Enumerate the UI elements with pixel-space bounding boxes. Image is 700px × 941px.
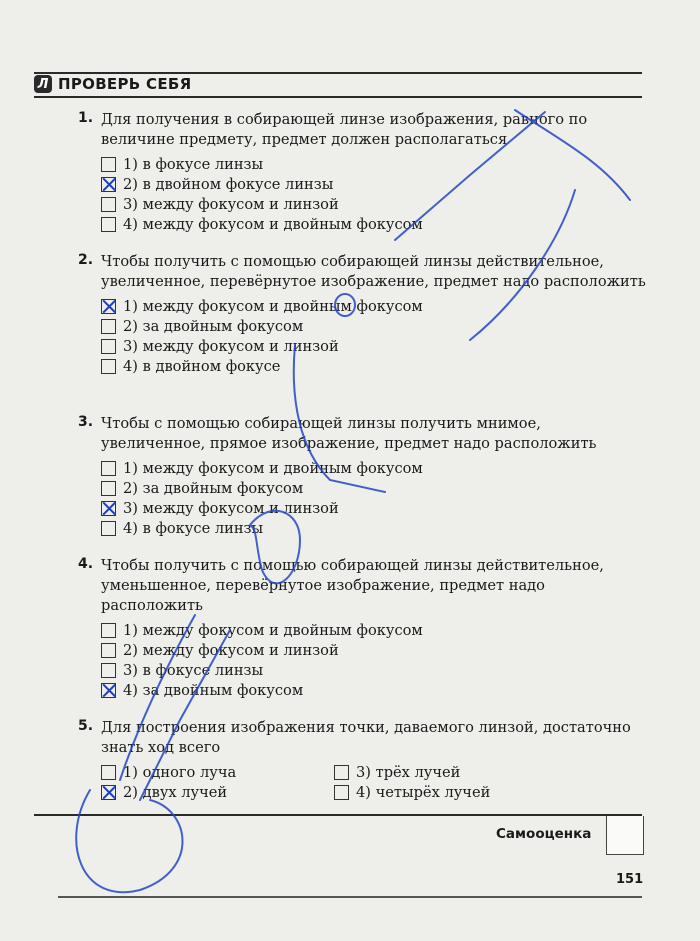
checkbox[interactable] <box>101 765 116 780</box>
option[interactable]: 4) в фокусе линзы <box>101 518 648 538</box>
question-3 <box>78 414 648 538</box>
checkbox[interactable] <box>101 299 116 314</box>
checkbox[interactable] <box>101 177 116 192</box>
checkbox[interactable] <box>101 217 116 232</box>
option[interactable]: 2) за двойным фокусом <box>101 478 648 498</box>
checkbox[interactable] <box>101 339 116 354</box>
checkbox[interactable] <box>101 501 116 516</box>
section-icon: Л <box>34 75 52 93</box>
checkbox[interactable] <box>101 319 116 334</box>
question-text: 3. Чтобы с помощью собирающей линзы получить мнимое, увеличенное, прямое изображение, предмет надо расположить <box>78 414 597 452</box>
question-1 <box>78 110 648 234</box>
option[interactable]: 4) в двойном фокусе <box>101 356 648 376</box>
self-assessment-rule <box>34 814 642 816</box>
checkbox[interactable] <box>101 623 116 638</box>
question-2 <box>78 252 648 376</box>
self-assessment-box[interactable] <box>606 816 644 855</box>
checkbox[interactable] <box>334 765 349 780</box>
option[interactable]: 1) одного луча <box>101 762 334 782</box>
options-list <box>101 154 648 234</box>
checkbox[interactable] <box>101 683 116 698</box>
option[interactable]: 4) четырёх лучей <box>334 782 567 802</box>
question-5 <box>78 718 648 802</box>
section-title: ПРОВЕРЬ СЕБЯ <box>58 75 192 93</box>
question-text: 2. Чтобы получить с помощью собирающей линзы действительное, увеличенное, перевёрнутое изображение, предмет надо расположить <box>78 252 646 290</box>
checkbox[interactable] <box>101 461 116 476</box>
question-number: 2. <box>78 252 94 268</box>
option[interactable]: 3) между фокусом и линзой <box>101 498 648 518</box>
question-text: 1. Для получения в собирающей линзе изображения, равного по величине предмету, предмет должен располагаться <box>78 110 588 148</box>
option[interactable]: 3) между фокусом и линзой <box>101 194 648 214</box>
options-list <box>101 458 648 538</box>
option[interactable]: 2) в двойном фокусе линзы <box>101 174 648 194</box>
question-number: 3. <box>78 414 94 430</box>
options-list <box>101 762 648 802</box>
bottom-rule <box>58 896 642 898</box>
header-rule <box>34 96 642 98</box>
question-number: 1. <box>78 110 94 126</box>
option[interactable]: 2) между фокусом и линзой <box>101 640 648 660</box>
option[interactable]: 4) между фокусом и двойным фокусом <box>101 214 648 234</box>
option[interactable]: 3) трёх лучей <box>334 762 567 782</box>
option[interactable]: 2) двух лучей <box>101 782 334 802</box>
checkbox[interactable] <box>101 481 116 496</box>
checkbox[interactable] <box>101 359 116 374</box>
option[interactable]: 1) между фокусом и двойным фокусом <box>101 620 648 640</box>
option[interactable]: 3) между фокусом и линзой <box>101 336 648 356</box>
question-4 <box>78 556 648 700</box>
options-list <box>101 296 648 376</box>
section-header <box>34 73 642 95</box>
checkbox[interactable] <box>101 643 116 658</box>
option[interactable]: 1) между фокусом и двойным фокусом <box>101 458 648 478</box>
option[interactable]: 3) в фокусе линзы <box>101 660 648 680</box>
option[interactable]: 1) между фокусом и двойным фокусом <box>101 296 648 316</box>
question-text: 5. Для построения изображения точки, даваемого линзой, достаточно знать ход всего <box>78 718 631 756</box>
checkbox[interactable] <box>101 521 116 536</box>
checkbox[interactable] <box>101 197 116 212</box>
option[interactable]: 4) за двойным фокусом <box>101 680 648 700</box>
question-text: 4. Чтобы получить с помощью собирающей линзы действительное, уменьшенное, перевёрнутое изображение, предмет надо расположить <box>78 556 604 614</box>
question-number: 5. <box>78 718 94 734</box>
option[interactable]: 1) в фокусе линзы <box>101 154 648 174</box>
question-number: 4. <box>78 556 94 572</box>
checkbox[interactable] <box>334 785 349 800</box>
checkbox[interactable] <box>101 663 116 678</box>
checkbox[interactable] <box>101 785 116 800</box>
self-assessment-label: Самооценка <box>496 826 592 842</box>
options-list <box>101 620 648 700</box>
option[interactable]: 2) за двойным фокусом <box>101 316 648 336</box>
checkbox[interactable] <box>101 157 116 172</box>
page-number: 151 <box>616 872 644 887</box>
